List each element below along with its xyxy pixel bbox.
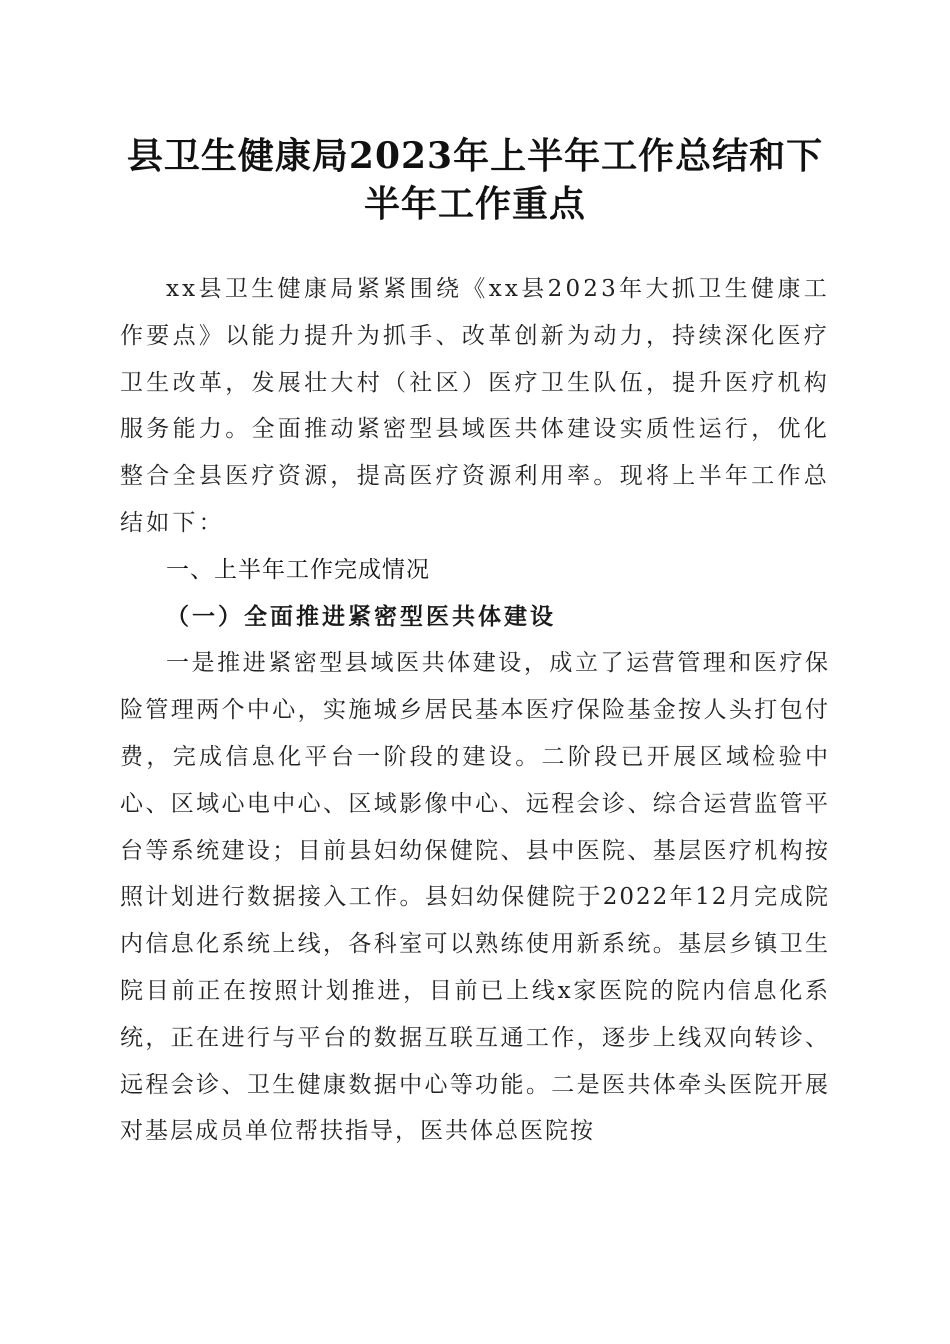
intro-paragraph: xx县卫生健康局紧紧围绕《xx县2023年大抓卫生健康工作要点》以能力提升为抓手、改革创新为动力，持续深化医疗卫生改革，发展壮大村（社区）医疗卫生队伍，提升医疗机构服务能力。全面推动紧密型县域医共体建设实质性运行，优化整合全县医疗资源，提高医疗资源利用率。现将上半年工作总结如下： [120, 276, 830, 536]
section-heading: 一、上半年工作完成情况 [166, 556, 430, 583]
subsection-heading: （一）全面推进紧密型医共体建设 [166, 602, 556, 630]
document-body [120, 266, 830, 1155]
document-title: 县卫生健康局2023年上半年工作总结和下半年工作重点 [126, 135, 824, 225]
body-paragraph: 一是推进紧密型县域医共体建设，成立了运营管理和医疗保险管理两个中心，实施城乡居民基本医疗保险基金按人头打包付费，完成信息化平台一阶段的建设。二阶段已开展区域检验中心、区域心电中心、区域影像中心、远程会诊、综合运营监管平台等系统建设；目前县妇幼保健院、县中医院、基层医疗机构按照计划进行数据接入工作。县妇幼保健院于2022年12月完成院内信息化系统上线，各科室可以熟练使用新系统。基层乡镇卫生院目前正在按照计划推进，目前已上线x家医院的院内信息化系统，正在进行与平台的数据互联互通工作，逐步上线双向转诊、远程会诊、卫生健康数据中心等功能。二是医共体牵头医院开展对基层成员单位帮扶指导，医共体总医院按 [120, 650, 830, 1145]
